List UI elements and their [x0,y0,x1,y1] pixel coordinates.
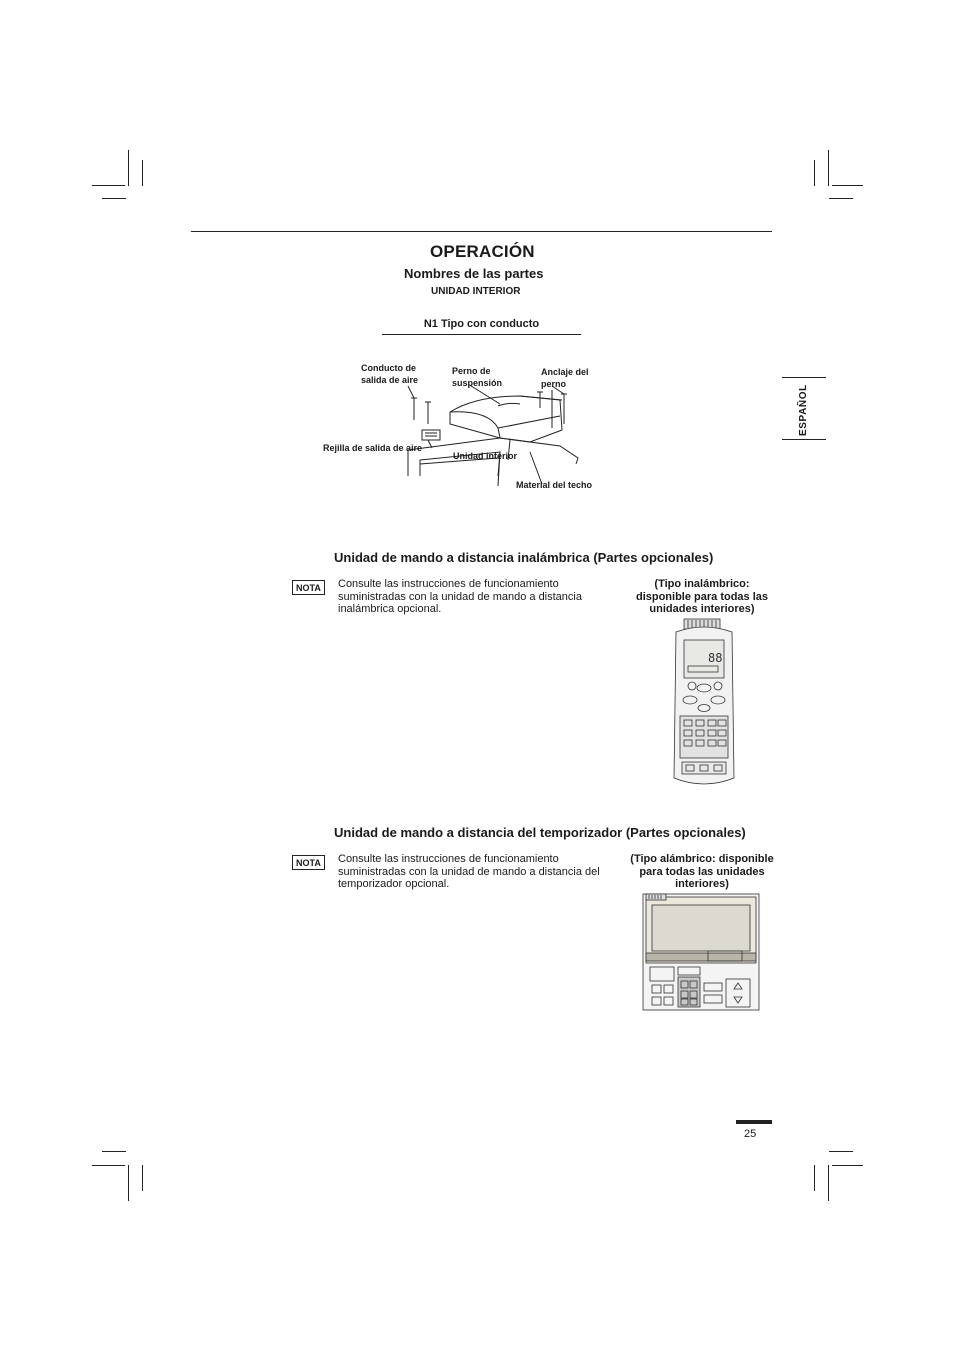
header-rule [191,231,772,232]
wireless-caption: (Tipo inalámbrico: disponible para todas las unidades interiores) [635,578,769,615]
language-tab [782,377,826,440]
wireless-remote-illustration [670,618,738,790]
page-number-bar [736,1120,772,1124]
svg-text:88: 88 [708,651,723,665]
label-suspension-bolt: Perno de suspensión [452,366,503,388]
label-outlet-grille: Rejilla de salida de aire [323,443,423,453]
timer-heading: Unidad de mando a distancia del temporizador (Partes opcionales) [334,825,746,840]
label-indoor-unit: Unidad interior [453,451,518,461]
wireless-heading: Unidad de mando a distancia inalámbrica (Partes opcionales) [334,550,714,565]
timer-note-text: Consulte las instrucciones de funcionamiento suministradas con la unidad de mando a distancia del temporizador opcional. [338,853,600,890]
wireless-note-text: Consulte las instrucciones de funcionamiento suministradas con la unidad de mando a distancia inalámbrica opcional. [338,578,582,615]
page-number: 25 [744,1128,757,1140]
timer-note-badge: NOTA [292,855,325,870]
section-label: UNIDAD INTERIOR [431,286,521,297]
page-subtitle: Nombres de las partes [404,266,544,281]
page-title: OPERACIÓN [430,242,535,261]
wireless-note-badge: NOTA [292,580,325,595]
language-tab-label: ESPAÑOL [798,384,809,436]
label-bolt-anchor: Anclaje del perno [541,367,589,389]
label-ceiling-material: Material del techo [516,480,593,490]
label-duct-outlet: Conducto de salida de aire [361,363,419,385]
figure-title: N1 Tipo con conducto [382,318,581,335]
timer-remote-illustration [642,893,760,1011]
timer-caption: (Tipo alámbrico: disponible para todas las unidades interiores) [630,853,774,890]
